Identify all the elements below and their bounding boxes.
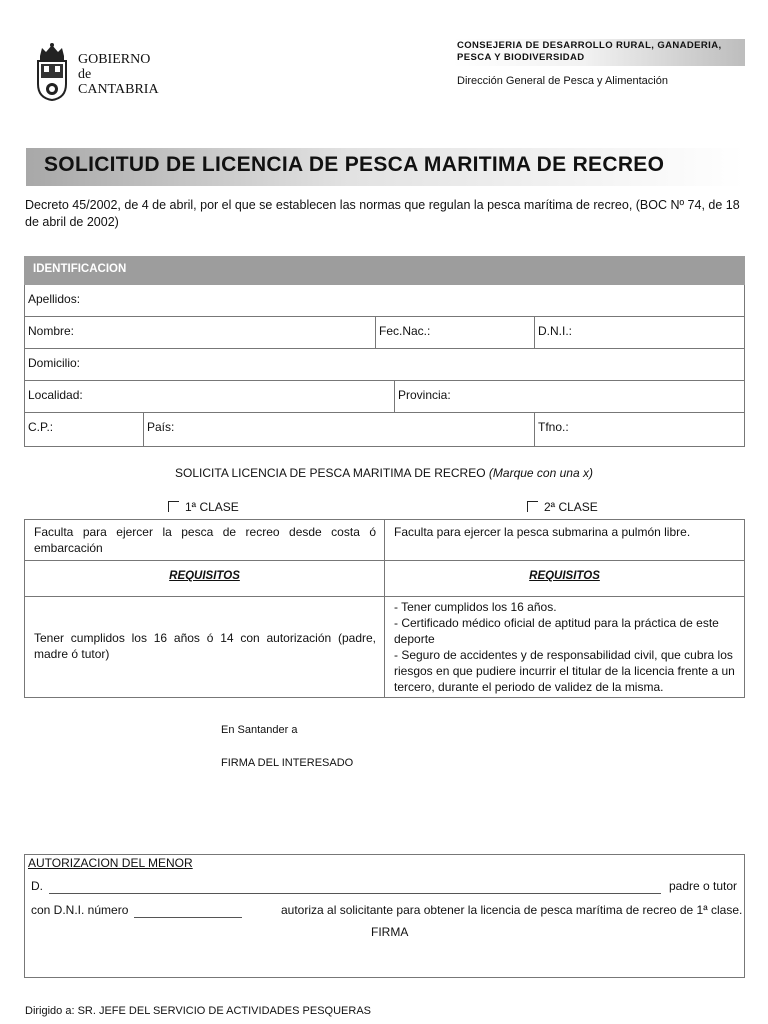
class-2-requisitos-heading: REQUISITOS	[529, 570, 600, 582]
provincia-label: Provincia:	[398, 388, 451, 402]
apellidos-field[interactable]	[25, 285, 744, 316]
class-2-requisito: - Seguro de accidentes y de responsabilidad civil, que cubra los riesgos en que pudiere incurrir el titular de la licencia frente a un tercero, durante el periodo de validez de la misma.	[394, 648, 735, 694]
logo-line-2: de	[78, 67, 92, 82]
class-2-requisito: - Certificado médico oficial de aptitud para la práctica de este deporte	[394, 616, 719, 646]
class-1-option[interactable]	[168, 500, 239, 514]
fec-nac-field[interactable]	[376, 317, 534, 348]
tfno-field[interactable]	[535, 413, 744, 444]
coat-of-arms-icon	[34, 42, 70, 102]
signature-place: En Santander a	[221, 724, 298, 736]
logo-line-1: GOBIERNO	[78, 52, 151, 67]
class-2-requisito: - Tener cumplidos los 16 años.	[394, 600, 557, 614]
nombre-label: Nombre:	[28, 324, 75, 338]
class-1-label: 1ª CLASE	[185, 500, 239, 514]
divider	[384, 520, 385, 697]
divider	[25, 596, 744, 597]
class-2-label: 2ª CLASE	[544, 500, 598, 514]
fec-nac-label: Fec.Nac.:	[379, 324, 431, 338]
row-domicilio	[24, 349, 745, 381]
row-nombre	[24, 317, 745, 349]
guardian-dni-line[interactable]	[134, 917, 242, 918]
authorization-firma-label: FIRMA	[371, 925, 409, 939]
gobierno-cantabria-logo	[34, 42, 174, 104]
divider	[25, 560, 744, 561]
addressed-to: Dirigido a: SR. JEFE DEL SERVICIO DE ACTIVIDADES PESQUERAS	[25, 1005, 371, 1017]
guardian-name-line[interactable]	[49, 893, 661, 894]
provincia-field[interactable]	[395, 381, 744, 412]
request-hint: (Marque con una x)	[488, 466, 593, 480]
authorization-heading: AUTORIZACION DEL MENOR	[28, 856, 193, 870]
cp-label: C.P.:	[28, 420, 54, 434]
nombre-field[interactable]	[25, 317, 375, 348]
pais-field[interactable]	[144, 413, 534, 444]
apellidos-label: Apellidos:	[28, 292, 81, 306]
directorate-label: Dirección General de Pesca y Alimentación	[457, 75, 668, 87]
request-text: SOLICITA LICENCIA DE PESCA MARITIMA DE RECREO	[175, 466, 486, 480]
class-2-checkbox[interactable]	[527, 501, 538, 512]
domicilio-field[interactable]	[25, 349, 744, 380]
authorizes-text: autoriza al solicitante para obtener la licencia de pesca marítima de recreo de 1ª clase.	[281, 903, 743, 917]
request-line	[0, 466, 768, 480]
row-apellidos	[24, 285, 745, 317]
department-banner	[452, 39, 745, 66]
tfno-label: Tfno.:	[538, 420, 569, 434]
signature-label: FIRMA DEL INTERESADO	[221, 757, 354, 769]
domicilio-label: Domicilio:	[28, 356, 81, 370]
department-line-1: CONSEJERIA DE DESARROLLO RURAL, GANADERIA,	[457, 40, 722, 51]
class-1-checkbox[interactable]	[168, 501, 179, 512]
row-localidad	[24, 381, 745, 413]
class-2-requisitos-list	[394, 599, 739, 695]
class-1-requisito: Tener cumplidos los 16 años ó 14 con autorización (padre, madre ó tutor)	[34, 631, 376, 661]
d-label: D.	[31, 879, 43, 893]
dni-label: D.N.I.:	[538, 324, 573, 338]
class-2-faculty: Faculta para ejercer la pesca submarina a pulmón libre.	[394, 525, 691, 539]
dni-number-label: con D.N.I. número	[31, 903, 129, 917]
form-title: SOLICITUD DE LICENCIA DE PESCA MARITIMA DE RECREO	[44, 153, 665, 176]
department-line-2: PESCA Y BIODIVERSIDAD	[457, 52, 585, 63]
parent-label: padre o tutor	[669, 879, 738, 893]
class-1-faculty: Faculta para ejercer la pesca de recreo desde costa ó embarcación	[34, 525, 376, 555]
logo-line-3: CANTABRIA	[78, 82, 159, 97]
requirements-table	[24, 519, 745, 698]
identification-heading: IDENTIFICACION	[24, 256, 745, 285]
localidad-field[interactable]	[25, 381, 394, 412]
decree-text: Decreto 45/2002, de 4 de abril, por el que se establecen las normas que regulan la pesca marítima de recreo, (BOC Nº 74, de 18 de abril de 2002)	[25, 198, 740, 229]
pais-label: País:	[147, 420, 175, 434]
row-cp	[24, 413, 745, 447]
cp-field[interactable]	[25, 413, 143, 444]
class-1-requisitos-heading: REQUISITOS	[169, 570, 240, 582]
localidad-label: Localidad:	[28, 388, 83, 402]
dni-field[interactable]	[535, 317, 744, 348]
minor-authorization-box	[24, 854, 745, 978]
class-2-option[interactable]	[527, 500, 598, 514]
